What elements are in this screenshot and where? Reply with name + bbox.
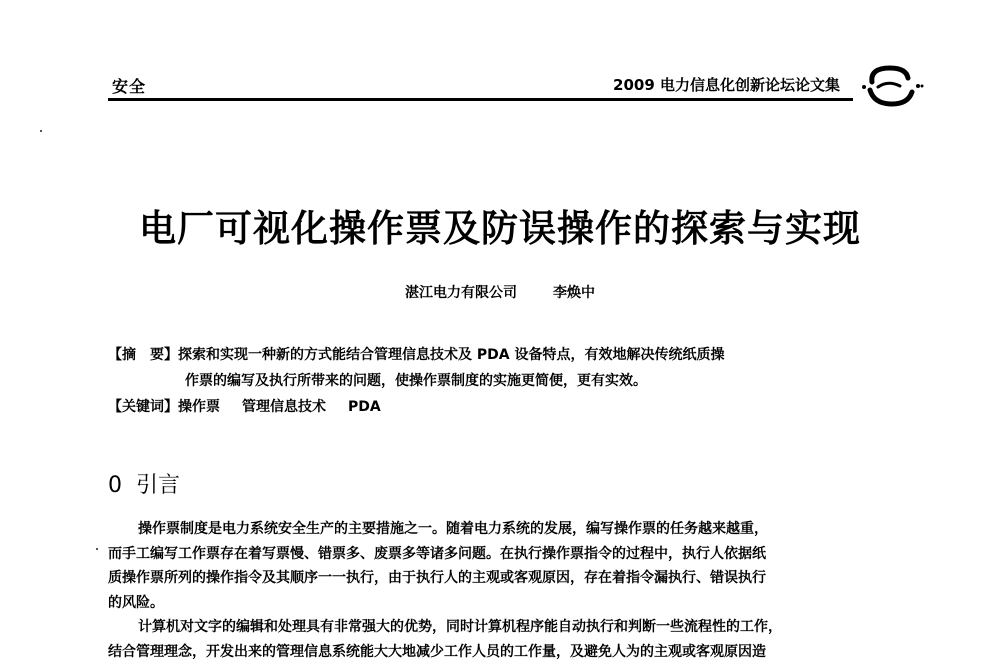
body-line: 计算机对文字的编辑和处理具有非常强大的优势，同时计算机程序能自动执行和判断一些流程性的工作， <box>138 619 782 635</box>
section-number: 0 <box>108 473 122 498</box>
keyword: PDA <box>348 399 381 415</box>
keywords-row <box>108 394 724 420</box>
abstract-text-line-2: 作票的编写及执行所带来的问题，使操作票制度的实施更简便，更有实效。 <box>185 373 647 389</box>
paper-title: 电厂可视化操作票及防误操作的探索与实现 <box>139 207 861 250</box>
abstract-text-line-1: 探索和实现一种新的方式能结合管理信息技术及 PDA 设备特点，有效地解决传统纸质操 <box>178 347 725 363</box>
scan-speck <box>96 548 98 550</box>
scan-speck <box>40 130 42 132</box>
header-rule <box>108 98 853 101</box>
body-line: 的风险。 <box>108 594 164 611</box>
section-title: 引言 <box>136 473 181 498</box>
keyword: 管理信息技术 <box>242 399 326 415</box>
author-line <box>0 282 1000 302</box>
abstract-block <box>108 342 724 420</box>
header-publication-title: 2009 电力信息化创新论坛论文集 <box>613 76 840 94</box>
body-line: 质操作票所列的操作指令及其顺序一一执行，由于执行人的主观或客观原因，存在着指令漏执行、错误执行 <box>108 570 766 586</box>
conference-logo-icon <box>858 60 926 110</box>
abstract-label: 【摘 要】 <box>108 347 178 363</box>
keywords-label: 【关键词】 <box>108 399 178 415</box>
author-affiliation: 湛江电力有限公司 <box>405 285 517 301</box>
section-heading <box>108 468 180 499</box>
header-section-label: 安全 <box>112 77 147 96</box>
body-text <box>108 517 918 664</box>
abstract-row <box>108 342 724 368</box>
body-line: 操作票制度是电力系统安全生产的主要措施之一。随着电力系统的发展，编写操作票的任务越来越重， <box>138 521 768 537</box>
body-line: 而手工编写工作票存在着写票慢、错票多、废票多等诸多问题。在执行操作票指令的过程中，执行人依据纸 <box>108 545 766 562</box>
body-line: 结合管理理念，开发出来的管理信息系统能大大地减少工作人员的工作量，及避免人为的主观或客观原因造 <box>108 643 766 660</box>
author-name: 李焕中 <box>553 285 595 301</box>
keyword: 操作票 <box>178 399 220 415</box>
